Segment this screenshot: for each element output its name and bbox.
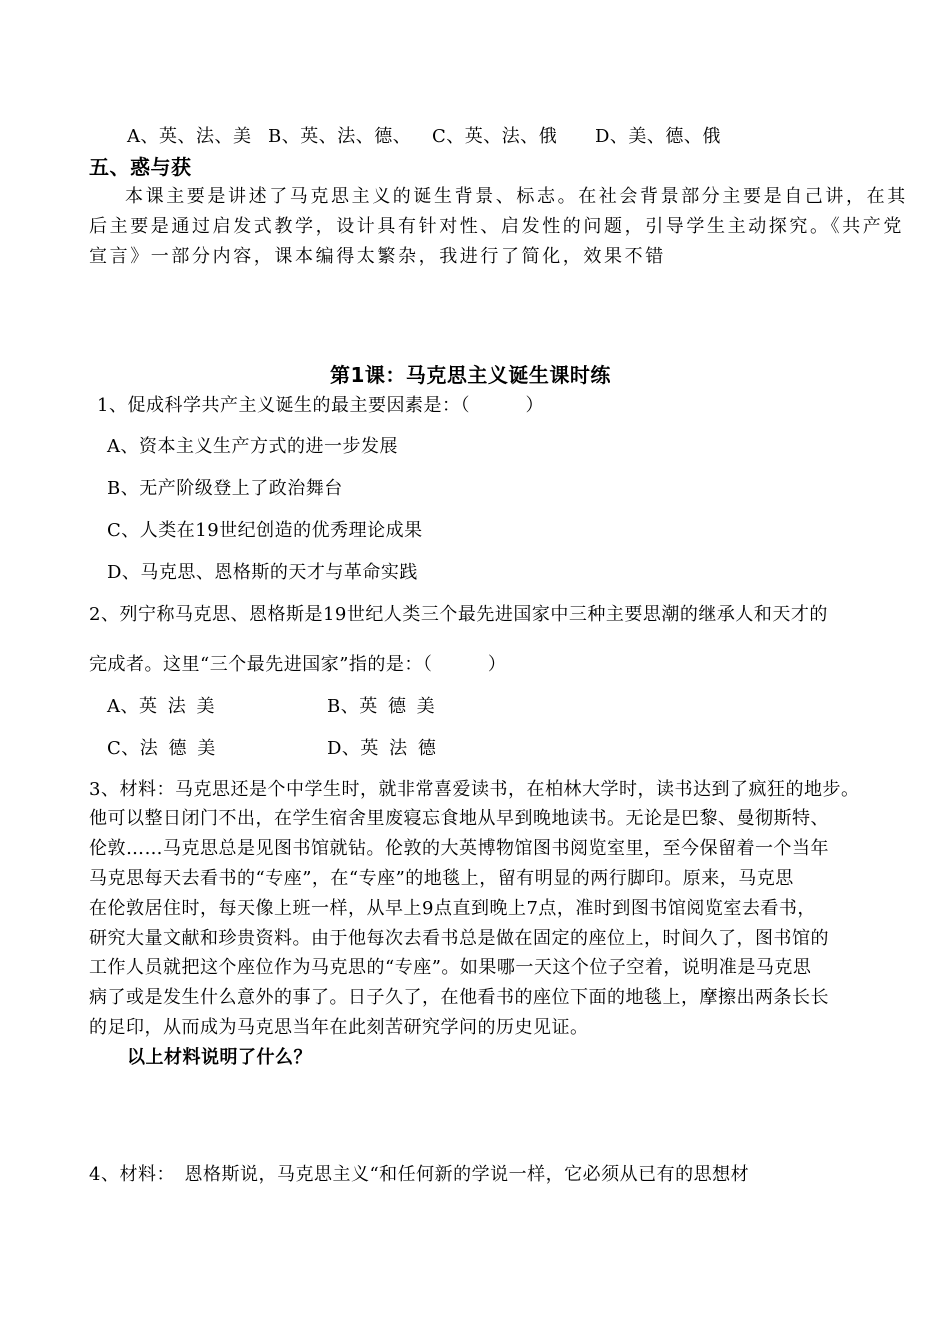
- question-2-option-b: B、英 德 美: [327, 696, 436, 717]
- question-2-stem: 2、列宁称马克思、恩格斯是19世纪人类三个最先进国家中三种主要思潮的继承人和天才的: [89, 604, 828, 625]
- question-1-option: D、马克思、恩格斯的天才与革命实践: [107, 562, 418, 583]
- option-c: C、英、法、俄: [432, 126, 558, 147]
- question-3-prompt: 以上材料说明了什么？: [127, 1047, 312, 1068]
- material-line: 伦敦……马克思总是见图书馆就钻。伦敦的大英博物馆图书阅览室里，至今保留着一个当年: [89, 838, 829, 859]
- material-line: 的足印，从而成为马克思当年在此刻苦研究学问的历史见证。: [89, 1017, 589, 1038]
- exercise-title: 第1课：马克思主义诞生课时练: [330, 363, 611, 387]
- material-line: 马克思每天去看书的“专座”，在“专座”的地毯上，留有明显的两行脚印。原来，马克思: [89, 868, 794, 889]
- option-a: A、英、法、美: [127, 126, 252, 147]
- question-2-option-d: D、英 法 德: [327, 738, 437, 759]
- paragraph-line: 后主要是通过启发式教学，设计具有针对性、启发性的问题，引导学生主动探究。《共产党: [89, 216, 904, 237]
- material-line: 在伦敦居住时，每天像上班一样，从早上9点直到晚上7点，准时到图书馆阅览室去看书，: [89, 898, 816, 919]
- question-1-stem: 1、促成科学共产主义诞生的最主要因素是：（ ）: [97, 395, 544, 416]
- question-4-stem: 4、材料： 恩格斯说，马克思主义“和任何新的学说一样，它必须从已有的思想材: [89, 1164, 750, 1185]
- question-1-option: A、资本主义生产方式的进一步发展: [107, 436, 398, 457]
- material-line: 病了或是发生什么意外的事了。日子久了，在他看书的座位下面的地毯上，摩擦出两条长长: [89, 987, 829, 1008]
- question-1-option: C、人类在19世纪创造的优秀理论成果: [107, 520, 423, 541]
- question-2-stem: 完成者。这里“三个最先进国家”指的是：（ ）: [89, 654, 507, 675]
- material-line: 他可以整日闭门不出，在学生宿舍里废寝忘食地从早到晚地读书。无论是巴黎、曼彻斯特、: [89, 808, 829, 829]
- paragraph-line: 本课主要是讲述了马克思主义的诞生背景、标志。在社会背景部分主要是自己讲，在其: [125, 186, 908, 207]
- material-line: 研究大量文献和珍贵资料。由于他每次去看书总是做在固定的座位上，时间久了，图书馆的: [89, 928, 829, 949]
- option-b: B、英、法、德、: [268, 126, 412, 147]
- material-line: 3、材料：马克思还是个中学生时，就非常喜爱读书，在柏林大学时，读书达到了疯狂的地步。: [89, 779, 860, 800]
- paragraph-line: 宣言》一部分内容，课本编得太繁杂，我进行了简化，效果不错: [89, 246, 666, 267]
- section-heading: 五、惑与获: [89, 155, 192, 179]
- option-d: D、美、德、俄: [595, 126, 721, 147]
- question-2-option-a: A、英 法 美: [107, 696, 215, 717]
- material-line: 工作人员就把这个座位作为马克思的“专座”。如果哪一天这个位子空着，说明准是马克思: [89, 957, 812, 978]
- question-2-option-c: C、法 德 美: [107, 738, 216, 759]
- question-1-option: B、无产阶级登上了政治舞台: [107, 478, 343, 499]
